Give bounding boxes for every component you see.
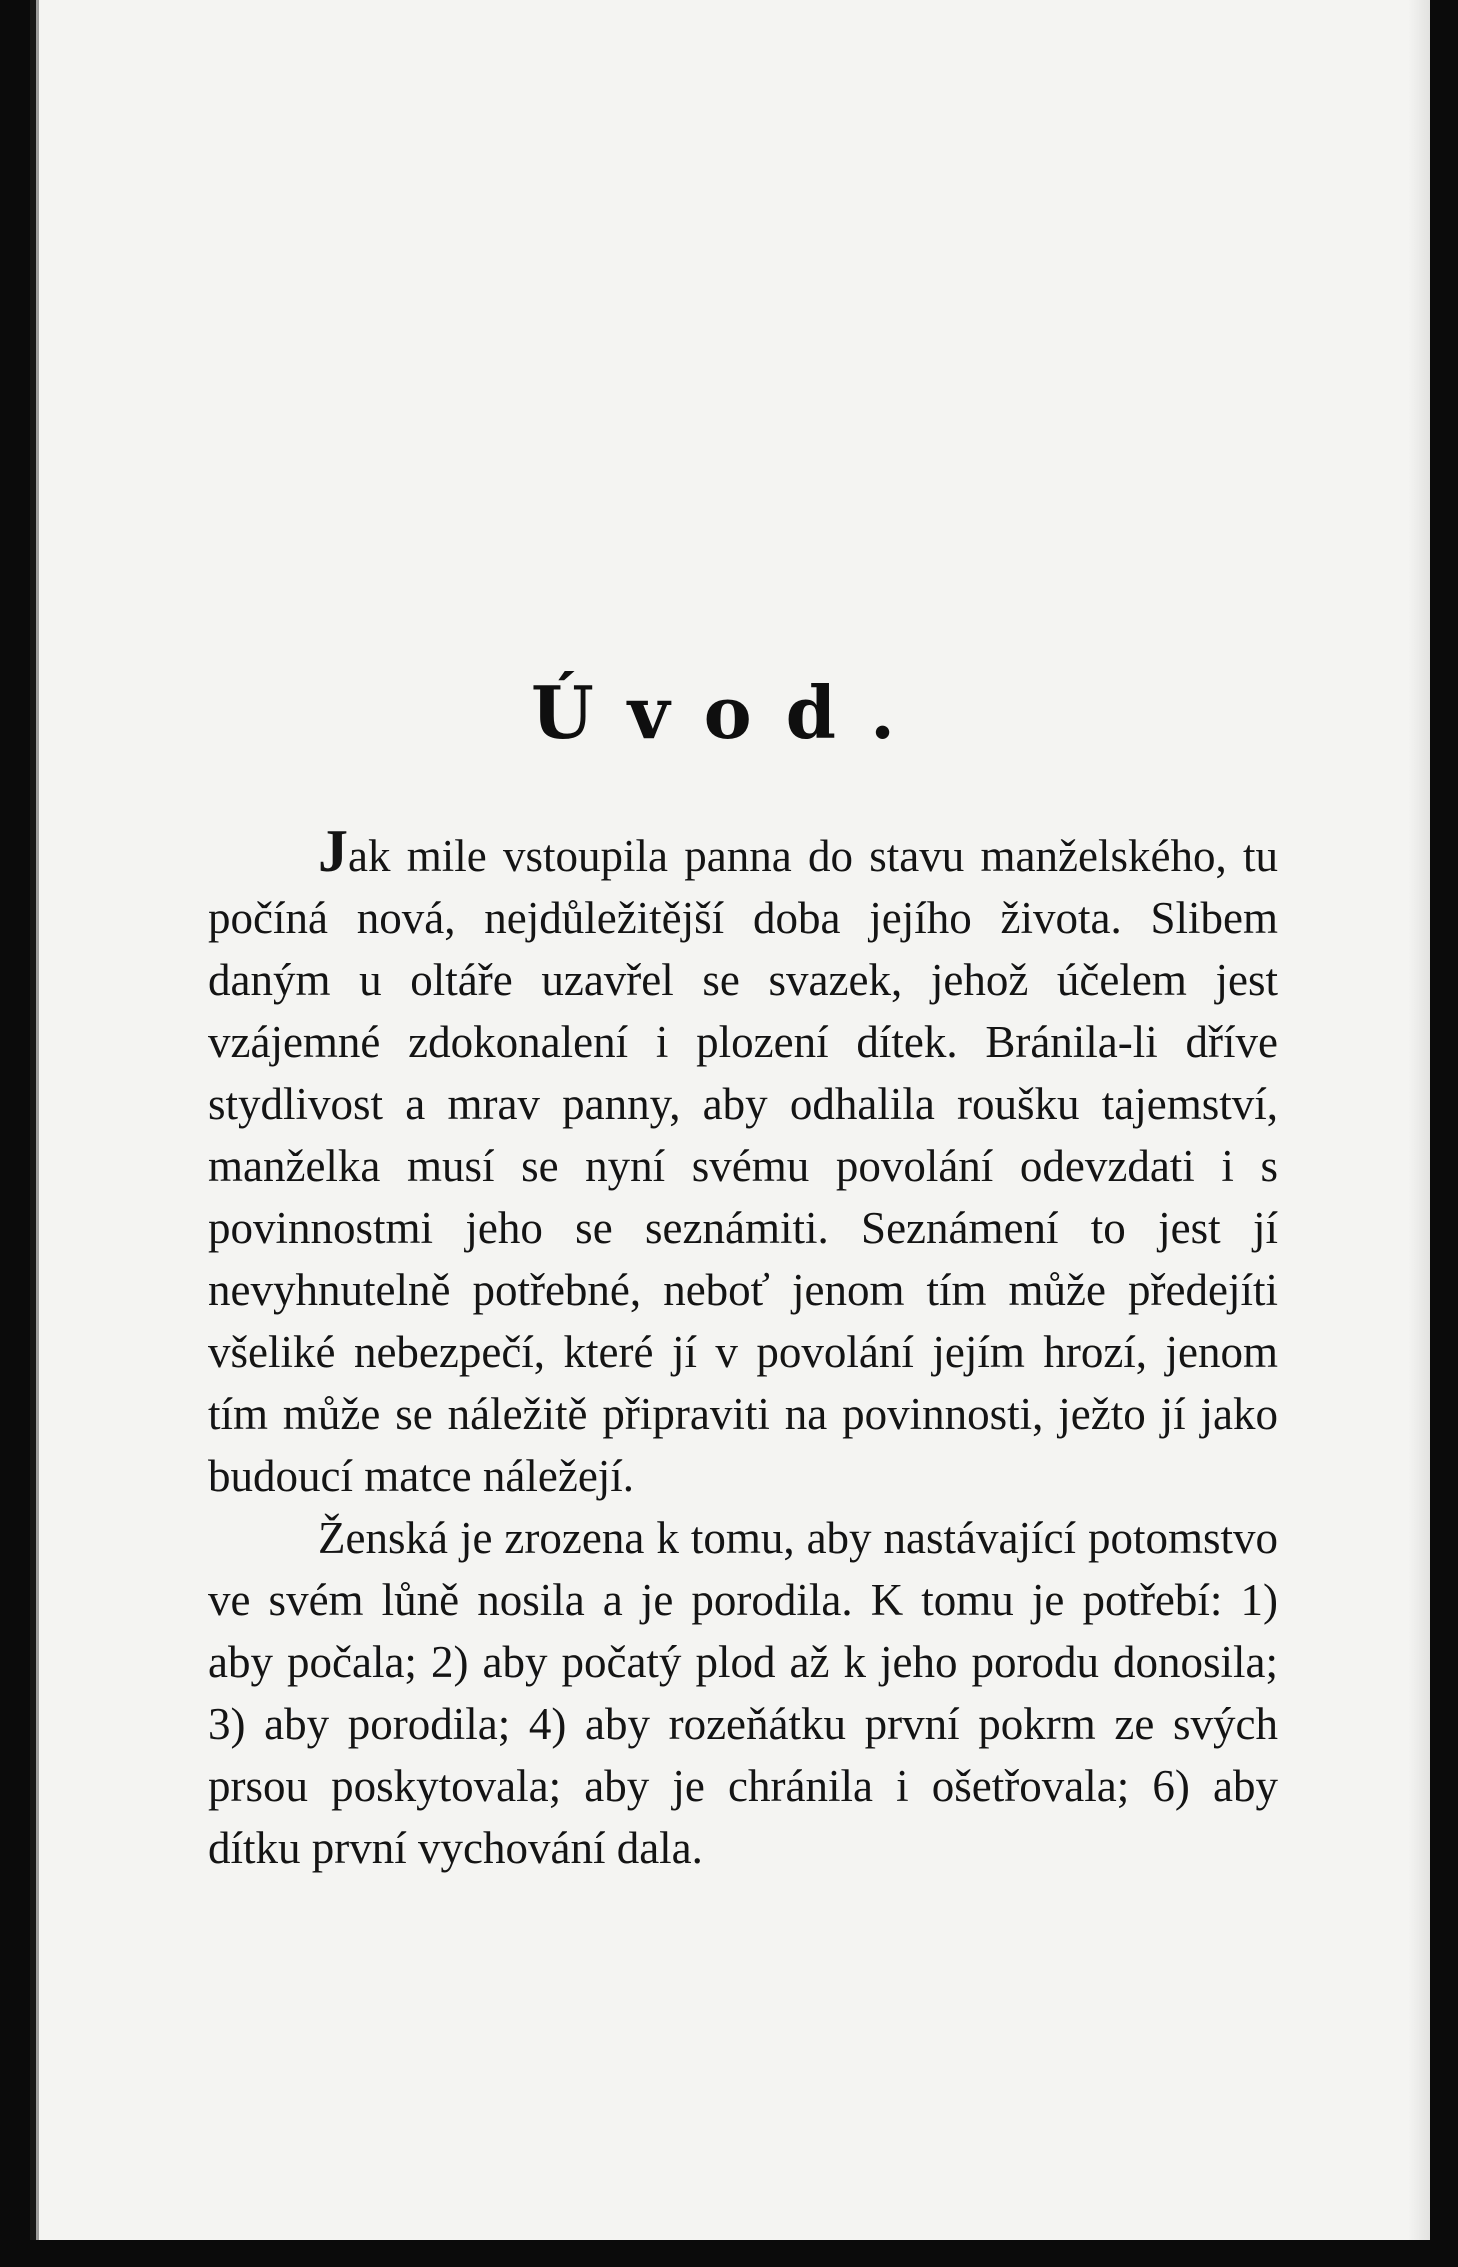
paragraph-text: ak mile vstoupila panna do stavu manželského, tu počíná nová, nejdůležitější doba jejího života. Slibem daným u oltáře uzavřel se svazek, jehož účelem jest vzájemné zdokonalení i plození dítek. Bránila-li dříve stydlivost a mrav panny, aby odhalila roušku tajemství, manželka musí se nyní svému povolání odevzdati i s povinnostmi jeho se seznámiti. Seznámení to jest jí nevyhnutelně potřebné, neboť jenom tím může předejíti všeliké nebezpečí, které jí v povolání jejím hrozí, jenom tím může se náležitě připraviti na povinnosti, ježto jí jako budoucí matce náležejí. (208, 831, 1278, 1501)
book-page (30, 0, 1430, 2240)
binding-shadow (36, 0, 39, 2240)
paragraph-1 (208, 820, 1278, 1507)
paragraph-2 (208, 1507, 1278, 1879)
paragraph-text: Ženská je zrozena k tomu, aby nastávající potomstvo ve svém lůně nosila a je porodila. K tomu je potřebí: 1) aby počala; 2) aby počatý plod až k jeho porodu donosila; 3) aby porodila; 4) aby rozeňátku první pokrm ze svých prsou poskytovala; aby je chránila i ošetřovala; 6) aby dítku první vychování dala. (208, 1513, 1278, 1873)
drop-initial: J (318, 818, 348, 884)
body-text (208, 820, 1278, 1879)
chapter-title: Úvod. (530, 670, 930, 755)
page-edge-shade (1408, 0, 1430, 2240)
